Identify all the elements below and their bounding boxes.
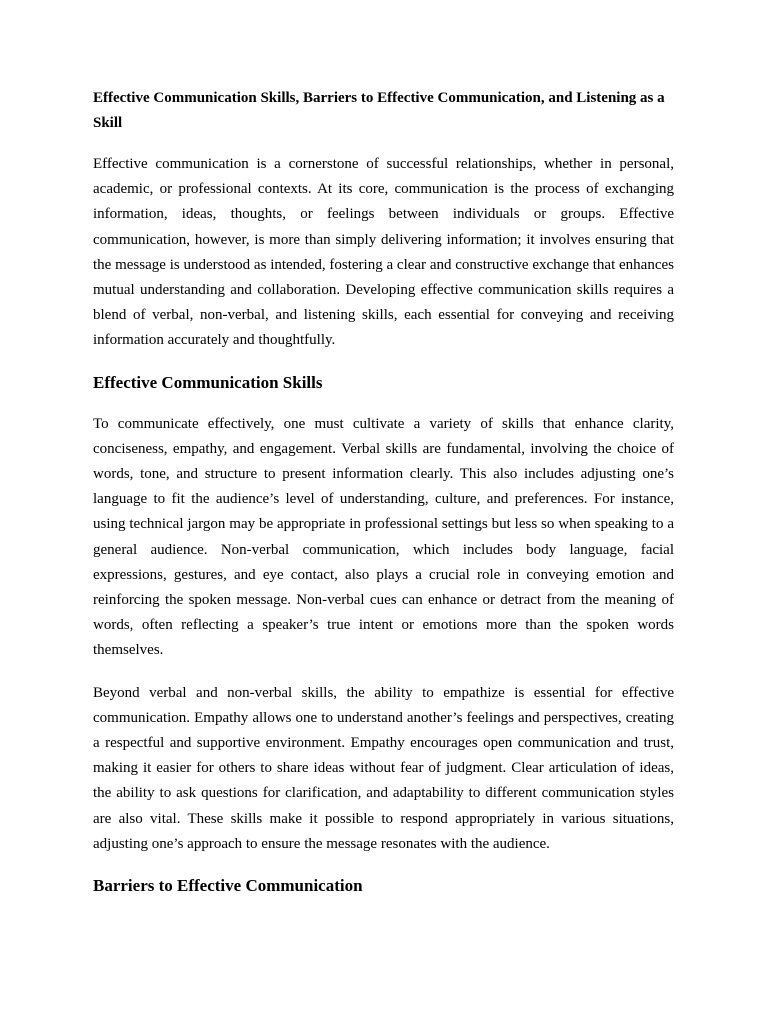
section-heading-barriers: Barriers to Effective Communication <box>93 876 363 896</box>
communication-skills-paragraph-2: Beyond verbal and non-verbal skills, the ability to empathize is essential for effective communication. Empathy allows one to understand another’s feelings and perspectives, creating a respectful and supportive environment. Empathy encourages open communication and trust, making it easier for others to share ideas without fear of judgment. Clear articulation of ideas, the ability to ask questions for clarification, and adaptability to different communication styles are also vital. These skills make it possible to respond appropriately in various situations, adjusting one’s approach to ensure the message resonates with the audience. <box>93 684 674 852</box>
intro-paragraph: Effective communication is a cornerstone of successful relationships, whether in personal, academic, or professional contexts. At its core, communication is the process of exchanging information, ideas, thoughts, or feelings between individuals or groups. Effective communication, however, is more than simply delivering information; it involves ensuring that the message is understood as intended, fostering a clear and constructive exchange that enhances mutual understanding and collaboration. Developing effective communication skills requires a blend of verbal, non-verbal, and listening skills, each essential for conveying and receiving information accurately and thoughtfully. <box>93 156 674 349</box>
section-heading-communication-skills: Effective Communication Skills <box>93 372 323 392</box>
document-title: Effective Communication Skills, Barriers to Effective Communication, and Listening as a Skill <box>93 90 665 131</box>
communication-skills-paragraph-1: To communicate effectively, one must cultivate a variety of skills that enhance clarity, conciseness, empathy, and engagement. Verbal skills are fundamental, involving the choice of words, tone, and structure to present information clearly. This also includes adjusting one’s language to fit the audience’s level of understanding, culture, and preferences. For instance, using technical jargon may be appropriate in professional settings but less so when speaking to a general audience. Non-verbal communication, which includes body language, facial expressions, gestures, and eye contact, also plays a crucial role in conveying emotion and reinforcing the spoken message. Non-verbal cues can enhance or detract from the meaning of words, often reflecting a speaker’s true intent or emotions more than the spoken words themselves. <box>93 415 674 659</box>
document-page <box>93 86 674 915</box>
